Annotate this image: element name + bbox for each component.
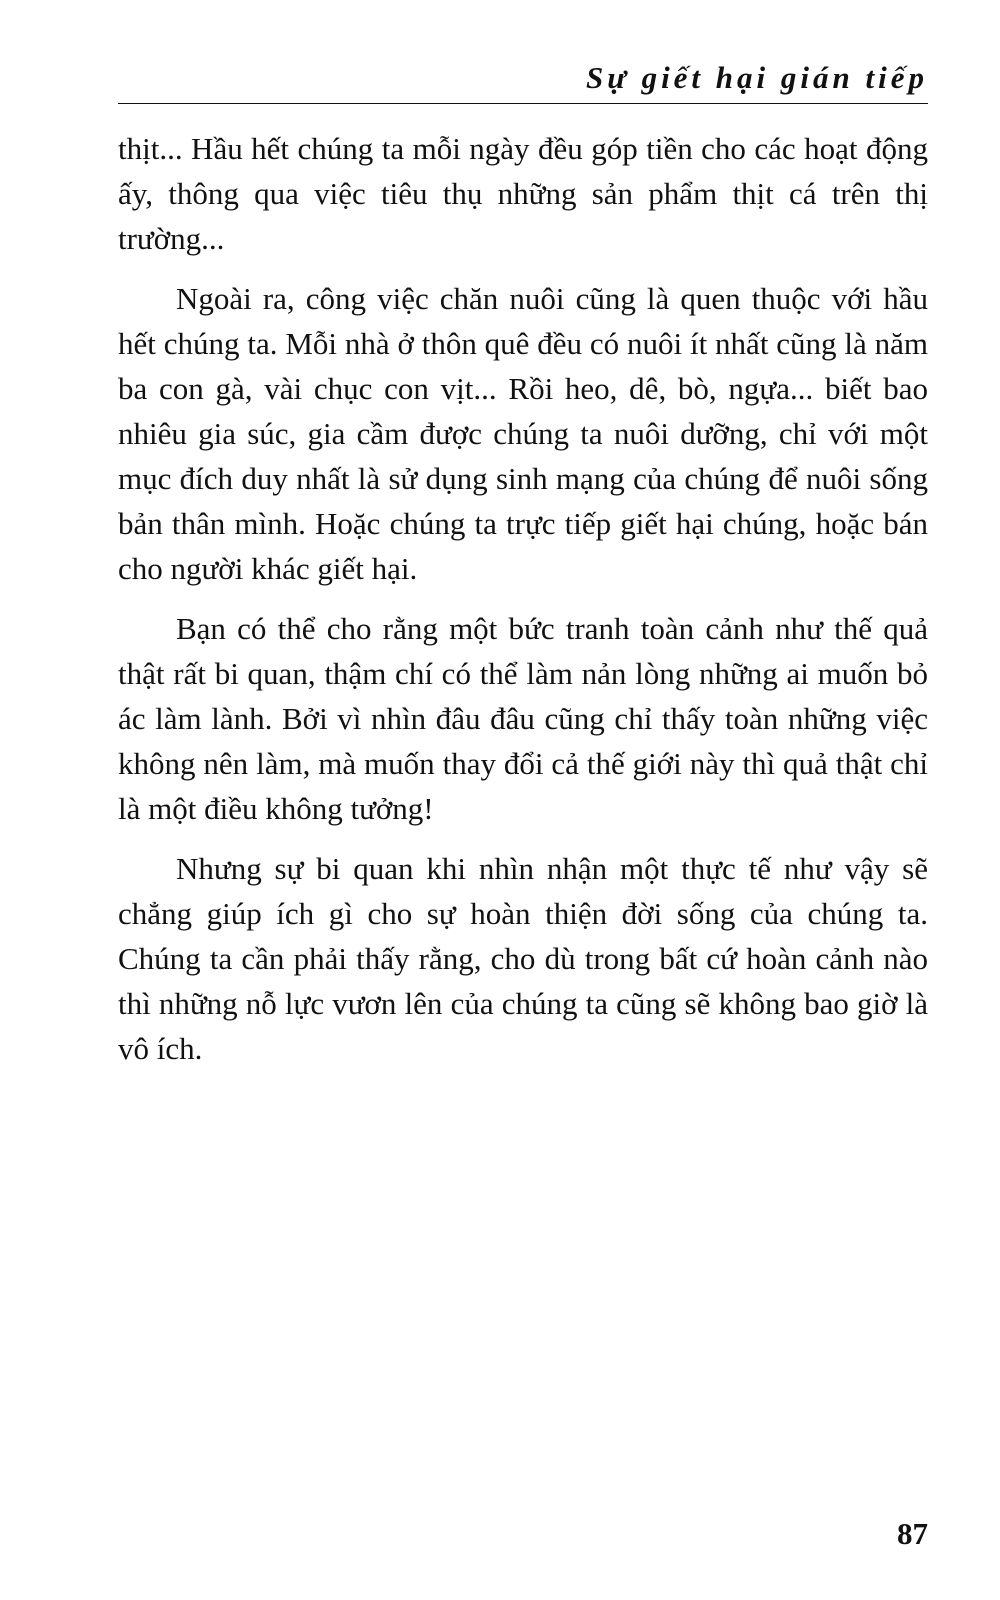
page-number: 87 xyxy=(897,1516,928,1551)
paragraph-livestock: Ngoài ra, công việc chăn nuôi cũng là quen thuộc với hầu hết chúng ta. Mỗi nhà ở thôn quê đều có nuôi ít nhất cũng là năm ba con gà, vài chục con vịt... Rồi heo, dê, bò, ngựa... biết bao nhiêu gia súc, gia cầm được chúng ta nuôi dưỡng, chỉ với một mục đích duy nhất là sử dụng sinh mạng của chúng để nuôi sống bản thân mình. Hoặc chúng ta trực tiếp giết hại chúng, hoặc bán cho người khác giết hại. xyxy=(118,281,928,586)
body-text xyxy=(118,126,928,1086)
paragraph-pessimism: Bạn có thể cho rằng một bức tranh toàn cảnh như thế quả thật rất bi quan, thậm chí có thể làm nản lòng những ai muốn bỏ ác làm lành. Bởi vì nhìn đâu đâu cũng chỉ thấy toàn những việc không nên làm, mà muốn thay đổi cả thế giới này thì quả thật chỉ là một điều không tưởng! xyxy=(118,611,928,826)
paragraph-continuation: thịt... Hầu hết chúng ta mỗi ngày đều góp tiền cho các hoạt động ấy, thông qua việc tiêu thụ những sản phẩm thịt cá trên thị trường... xyxy=(118,131,928,256)
paragraph-effort: Nhưng sự bi quan khi nhìn nhận một thực tế như vậy sẽ chẳng giúp ích gì cho sự hoàn thiện đời sống của chúng ta. Chúng ta cần phải thấy rằng, cho dù trong bất cứ hoàn cảnh nào thì những nỗ lực vươn lên của chúng ta cũng sẽ không bao giờ là vô ích. xyxy=(118,851,928,1066)
running-title: Sự giết hại gián tiếp xyxy=(586,60,928,95)
running-header xyxy=(118,58,928,104)
